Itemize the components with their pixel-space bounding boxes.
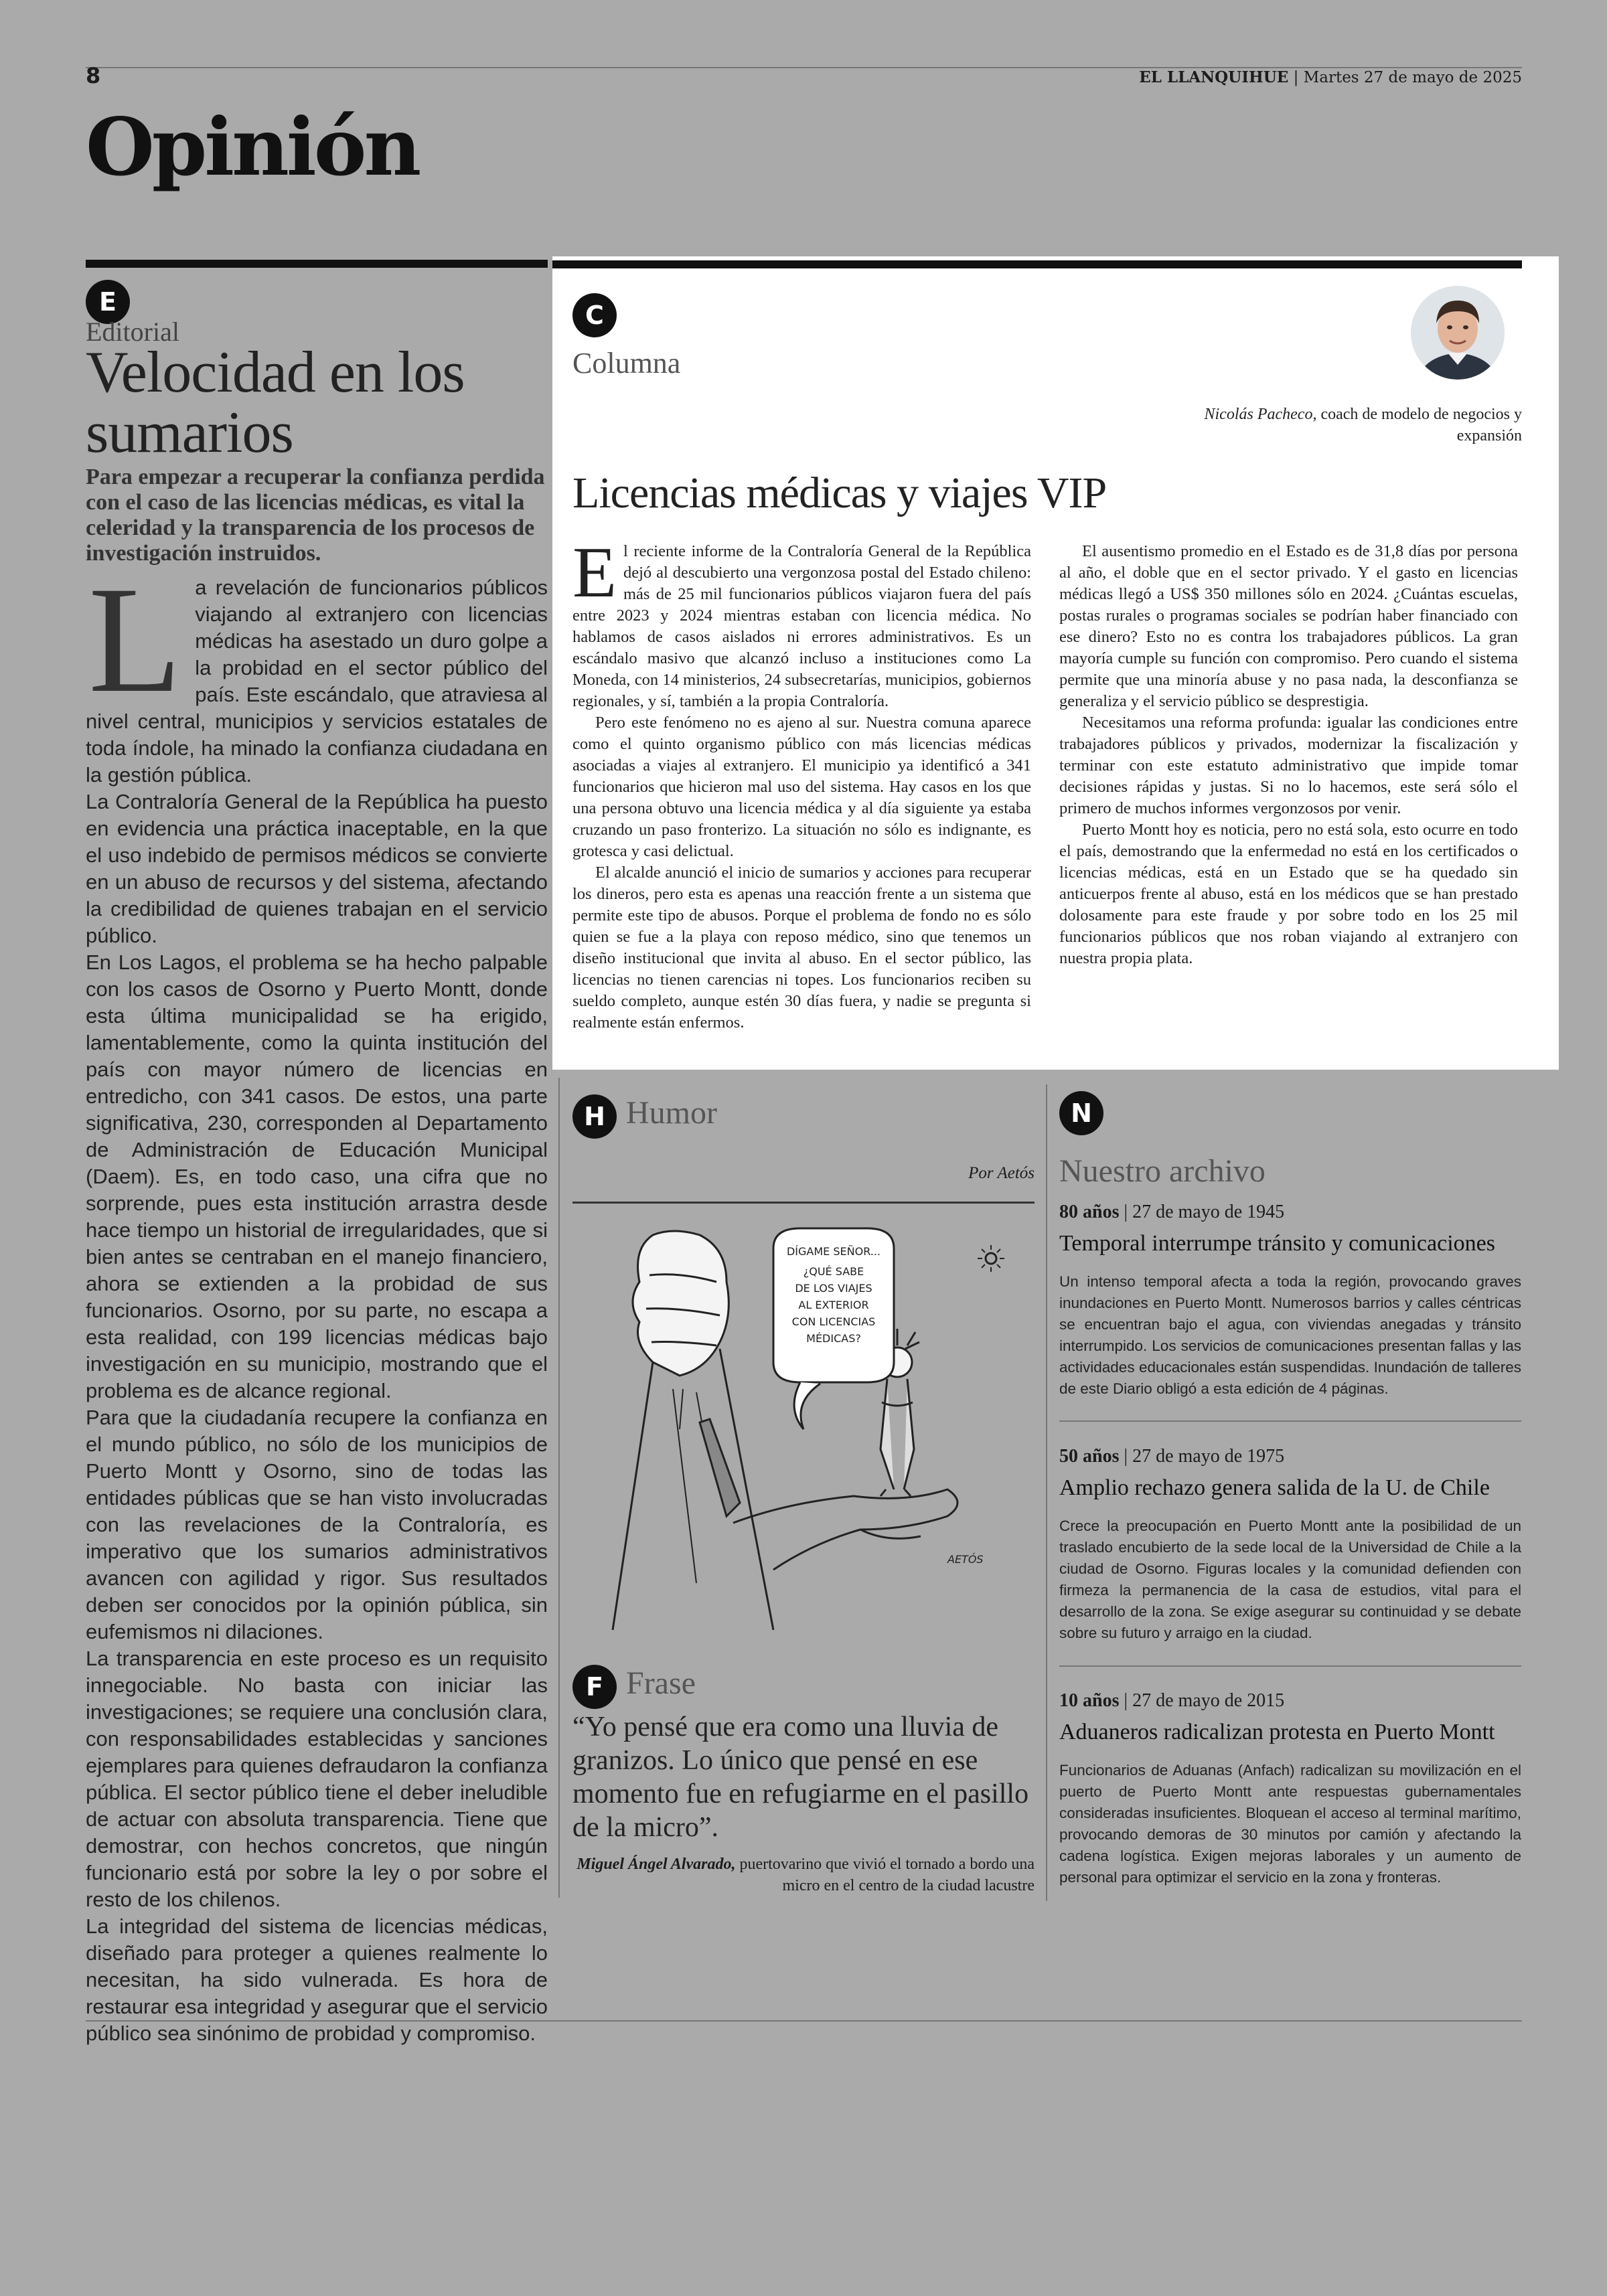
editorial-badge: E (86, 280, 130, 324)
archivo-item (1059, 1690, 1521, 1888)
humor-rule (572, 1202, 1035, 1204)
speech-line: CON LICENCIAS (791, 1315, 876, 1328)
archivo-years-line: 80 años | 27 de mayo de 1945 (1059, 1202, 1285, 1222)
archivo-headline: Amplio rechazo genera salida de la U. de Chile (1059, 1475, 1490, 1500)
bottom-rule (86, 2020, 1522, 2022)
column-divider (558, 1078, 560, 1898)
columna-paragraph: El alcalde anunció el inicio de sumarios y acciones para recuperar los dineros, pero esta es apenas una reacción frente a un sistema que permite este tipo de abusos. Porque el problema de fondo no es sólo quien se fue a la playa con reposo médico, sino que tenemos un diseño institucional que invita al abuso. En el sector público, las licencias no tienen carencias ni topes. Los funcionarios reciben su sueldo completo, aunque estén 30 días fuera, y nadie se pregunta si realmente están enfermos. (572, 864, 1031, 1032)
frase-quote: “Yo pensé que era como una lluvia de granizos. Lo único que pensé en ese momento fue en refugiarme en el pasillo de la micro”. (572, 1712, 1029, 1843)
archivo-badge: N (1059, 1091, 1103, 1135)
editorial-title: Velocidad en los sumarios (86, 340, 465, 465)
archivo-item (1059, 1446, 1521, 1644)
author-name: Nicolás Pacheco, (1204, 406, 1317, 423)
columna-body-left (572, 533, 1031, 1034)
columna-paragraph: Necesitamos una reforma profunda: igualar las condiciones entre trabajadores públicos y privados, modernizar la fiscalización y terminar con este estatuto administrativo que impide tomar decisiones rápidas y justas. Si no lo hacemos, este será sólo el primero de muchos informes vergonzosos por venir. (1059, 714, 1518, 817)
columna-dropcap: E (572, 533, 617, 612)
humor-badge: H (572, 1094, 617, 1139)
author-role: coach de modelo de negocios y expansión (1320, 406, 1522, 444)
speech-line: MÉDICAS? (806, 1332, 861, 1345)
editorial-paragraph: La revelación de funcionarios públicos viajando al extranjero con licencias médicas ha asestado un duro golpe a la probidad en el sector público del país. Este escándalo, que atraviesa al nivel central, municipios y servicios estatales de toda índole, ha minado la confianza ciudadana en la gestión pública. (86, 556, 548, 787)
archivo-separator (1059, 1420, 1521, 1422)
archivo-text: Crece la preocupación en Puerto Montt ante la posibilidad de un traslado encubierto de la sede local de la Universidad de Chile a la ciudad de Osorno. Figuras locales y la comunidad defienden con firmeza la permanencia de la casa de estudios, vital para el desarrollo de la zona. Se exige asegurar su continuidad y se debate sobre su futuro y arraigo en la ciudad. (1059, 1518, 1521, 1641)
archivo-headline: Aduaneros radicalizan protesta en Puerto Montt (1059, 1720, 1495, 1744)
frase-author (572, 1854, 1035, 1896)
speech-line: DE LOS VIAJES (795, 1282, 872, 1295)
page-number: 8 (86, 63, 101, 88)
editorial-top-bar (86, 260, 548, 268)
frase-author-name: Miguel Ángel Alvarado, (577, 1856, 736, 1873)
columna-paragraph: Pero este fenómeno no es ajeno al sur. Nuestra comuna aparece como el quinto organismo público con más licencias médicas asociadas a viajes al extranjero. El municipio ya identificó a 341 funcionarios que hicieron mal uso del sistema. Hay casos en los que una persona obtuvo una licencia médica y al día siguiente ya estaba cruzando un paso fronterizo. La situación no sólo es indignante, es grotesca y casi delictual. (572, 714, 1031, 860)
editorial-deck: Para empezar a recuperar la confianza perdida con el caso de las licencias médicas, es vital la celeridad y la transparencia de los procesos de investigación instruidos. (86, 465, 545, 566)
cartoon-signature: AETÓS (947, 1553, 984, 1566)
columna-byline (1174, 404, 1522, 446)
page-header (86, 62, 1522, 94)
humor-byline: Por Aetós (968, 1164, 1035, 1182)
archivo-years-line: 10 años | 27 de mayo de 2015 (1059, 1690, 1285, 1711)
editorial-dropcap: L (88, 556, 182, 724)
editorial-paragraph: La Contraloría General de la República ha puesto en evidencia una práctica inaceptable, en la que el uso indebido de permisos médicos se convierte en un abuso de recursos y del sistema, afectando la credibilidad de quienes trabajan en el servicio público. (86, 790, 548, 947)
editorial-paragraph: En Los Lagos, el problema se ha hecho palpable con los casos de Osorno y Puerto Montt, donde esta última municipalidad se ha erigido, lamentablemente, como la quinta institución del país con mayor número de licencias en entredicho, con 341 casos. De estos, una parte significativa, 230, corresponden al Departamento de Administración de Educación Municipal (Daem). Es, en todo caso, una cifra que no sorprende, pues esta institución arrastra desde hace tiempo un historial de irregularidades, que si bien antes se centraban en el manejo financiero, ahora se extienden a la probidad de sus funcionarios. Osorno, por su parte, no escapa a esta realidad, con 199 licencias médicas bajo investigación en su municipio, mostrando que el problema es de alcance regional. (86, 951, 548, 1402)
columna-top-bar (552, 260, 1522, 268)
column-divider (1046, 1084, 1047, 1901)
speech-line: ¿QUÉ SABE (803, 1265, 864, 1278)
archivo-item (1059, 1202, 1521, 1400)
issue-date: Martes 27 de mayo de 2025 (1303, 69, 1522, 86)
frase-author-desc: puertovarino que vivió el tornado a bordo una micro en el centro de la ciudad lacustre (739, 1856, 1035, 1894)
frase-label: Frase (626, 1665, 696, 1701)
columna-paragraph: El ausentismo promedio en el Estado es de 31,8 días por persona al año, el doble que en el sector privado. Y el gasto en licencias médicas llegó a US$ 350 millones sólo en 2024. ¿Cuántas escuelas, postas rurales o programas sociales se podrían haber financiado con ese dinero? Esto no es contra los trabajadores públicos. La gran mayoría cumple su función con compromiso. Pero cuando el sistema permite que una minoría abuse y no pasa nada, la desconfianza se generaliza y el servicio público se desprestigia. (1059, 542, 1518, 710)
frase-badge: F (572, 1665, 617, 1709)
columna-badge: C (572, 293, 617, 337)
author-avatar (1411, 286, 1505, 380)
cartoon-drawing (572, 1208, 1035, 1630)
political-cartoon (572, 1208, 1035, 1630)
speech-line: DÍGAME SEÑOR... (786, 1245, 881, 1258)
newspaper-name: EL LLANQUIHUE (1139, 68, 1289, 86)
columna-paragraph: Puerto Montt hoy es noticia, pero no está sola, esto ocurre en todo el país, demostrando que la enfermedad no está en los certificados o licencias médicas, está en un Estado que se ha quedado sin anticuerpos frente al abuso, está en los médicos que se han prestado dolosamente para este fraude y por sobre todo en los 25 mil funcionarios públicos que nos roban viajando al extranjero con nuestra propia plata. (1059, 821, 1518, 967)
archivo-separator (1059, 1665, 1521, 1667)
editorial-label: Editorial (86, 317, 179, 347)
humor-label: Humor (626, 1095, 717, 1131)
speech-line: AL EXTERIOR (798, 1299, 869, 1311)
archivo-years-line: 50 años | 27 de mayo de 1975 (1059, 1446, 1285, 1467)
columna-paragraph: El reciente informe de la Contraloría General de la República dejó al descubierto una vergonzosa postal del Estado chileno: más de 25 mil funcionarios públicos viajaron fuera del país entre 2023 y 2024 mientras estaban con licencia médica. No hablamos de casos aislados ni errores administrativos. Es un escándalo masivo que alcanzó incluso a instituciones como La Moneda, con 14 ministerios, 24 subsecretarías, municipios, gobiernos regionales, y sí, también a la propia Contraloría. (572, 533, 1031, 710)
author-portrait-icon (1411, 286, 1505, 380)
columna-section (552, 256, 1559, 1070)
columna-body-right (1059, 541, 1518, 969)
archivo-text: Funcionarios de Aduanas (Anfach) radicalizan su movilización en el puerto de Puerto Montt ante respuestas gubernamentales consideradas insuficientes. Bloquean el acceso al terminal marítimo, provocando demoras de 30 minutos por camión y afectando la cadena logística. Exigen mejoras laborales y un aumento de personal para optimizar el servicio en la zona y fronteras. (1059, 1762, 1521, 1886)
section-title: Opinión (86, 100, 419, 193)
archivo-label: Nuestro archivo (1059, 1153, 1266, 1189)
columna-label: Columna (572, 347, 681, 380)
editorial-body (86, 556, 548, 2047)
archivo-headline: Temporal interrumpe tránsito y comunicaciones (1059, 1231, 1495, 1256)
masthead: EL LLANQUIHUE | Martes 27 de mayo de 2025 (1139, 68, 1522, 86)
columna-title: Licencias médicas y viajes VIP (572, 469, 1107, 517)
editorial-paragraph: Para que la ciudadanía recupere la confianza en el mundo público, no sólo de los municipios de Puerto Montt y Osorno, sino de todas las entidades públicas que se han visto involucradas con las revelaciones de la Contraloría, es imperativo que los sumarios administrativos avancen con agilidad y rigor. Sus resultados deben ser conocidos por la opinión pública, sin eufemismos ni dilaciones. (86, 1406, 548, 1643)
editorial-paragraph: La integridad del sistema de licencias médicas, diseñado para proteger a quienes realmente lo necesitan, ha sido vulnerada. Es hora de restaurar esa integridad y asegurar que el servicio público sea sinónimo de probidad y compromiso. (86, 1914, 548, 2045)
editorial-paragraph: La transparencia en este proceso es un requisito innegociable. No basta con iniciar las investigaciones; se requiere una conclusión clara, con responsabilidades establecidas y sanciones ejemplares para quienes defraudaron la confianza pública. El sector público tiene el deber ineludible de actuar con absoluta transparencia. Tiene que demostrar, con hechos concretos, que ningún funcionario está por sobre la ley o por sobre el resto de los chilenos. (86, 1647, 548, 1911)
archivo-text: Un intenso temporal afecta a toda la región, provocando graves inundaciones en Puerto Montt. Numerosos barrios y calles céntricas se encuentran bajo el agua, con viviendas anegadas y tránsito interrumpido. Los servicios de comunicaciones presentan fallas y las actividades educacionales están suspendidas. Inundación de talleres de este Diario obligó a esta edición de 4 páginas. (1059, 1273, 1521, 1397)
